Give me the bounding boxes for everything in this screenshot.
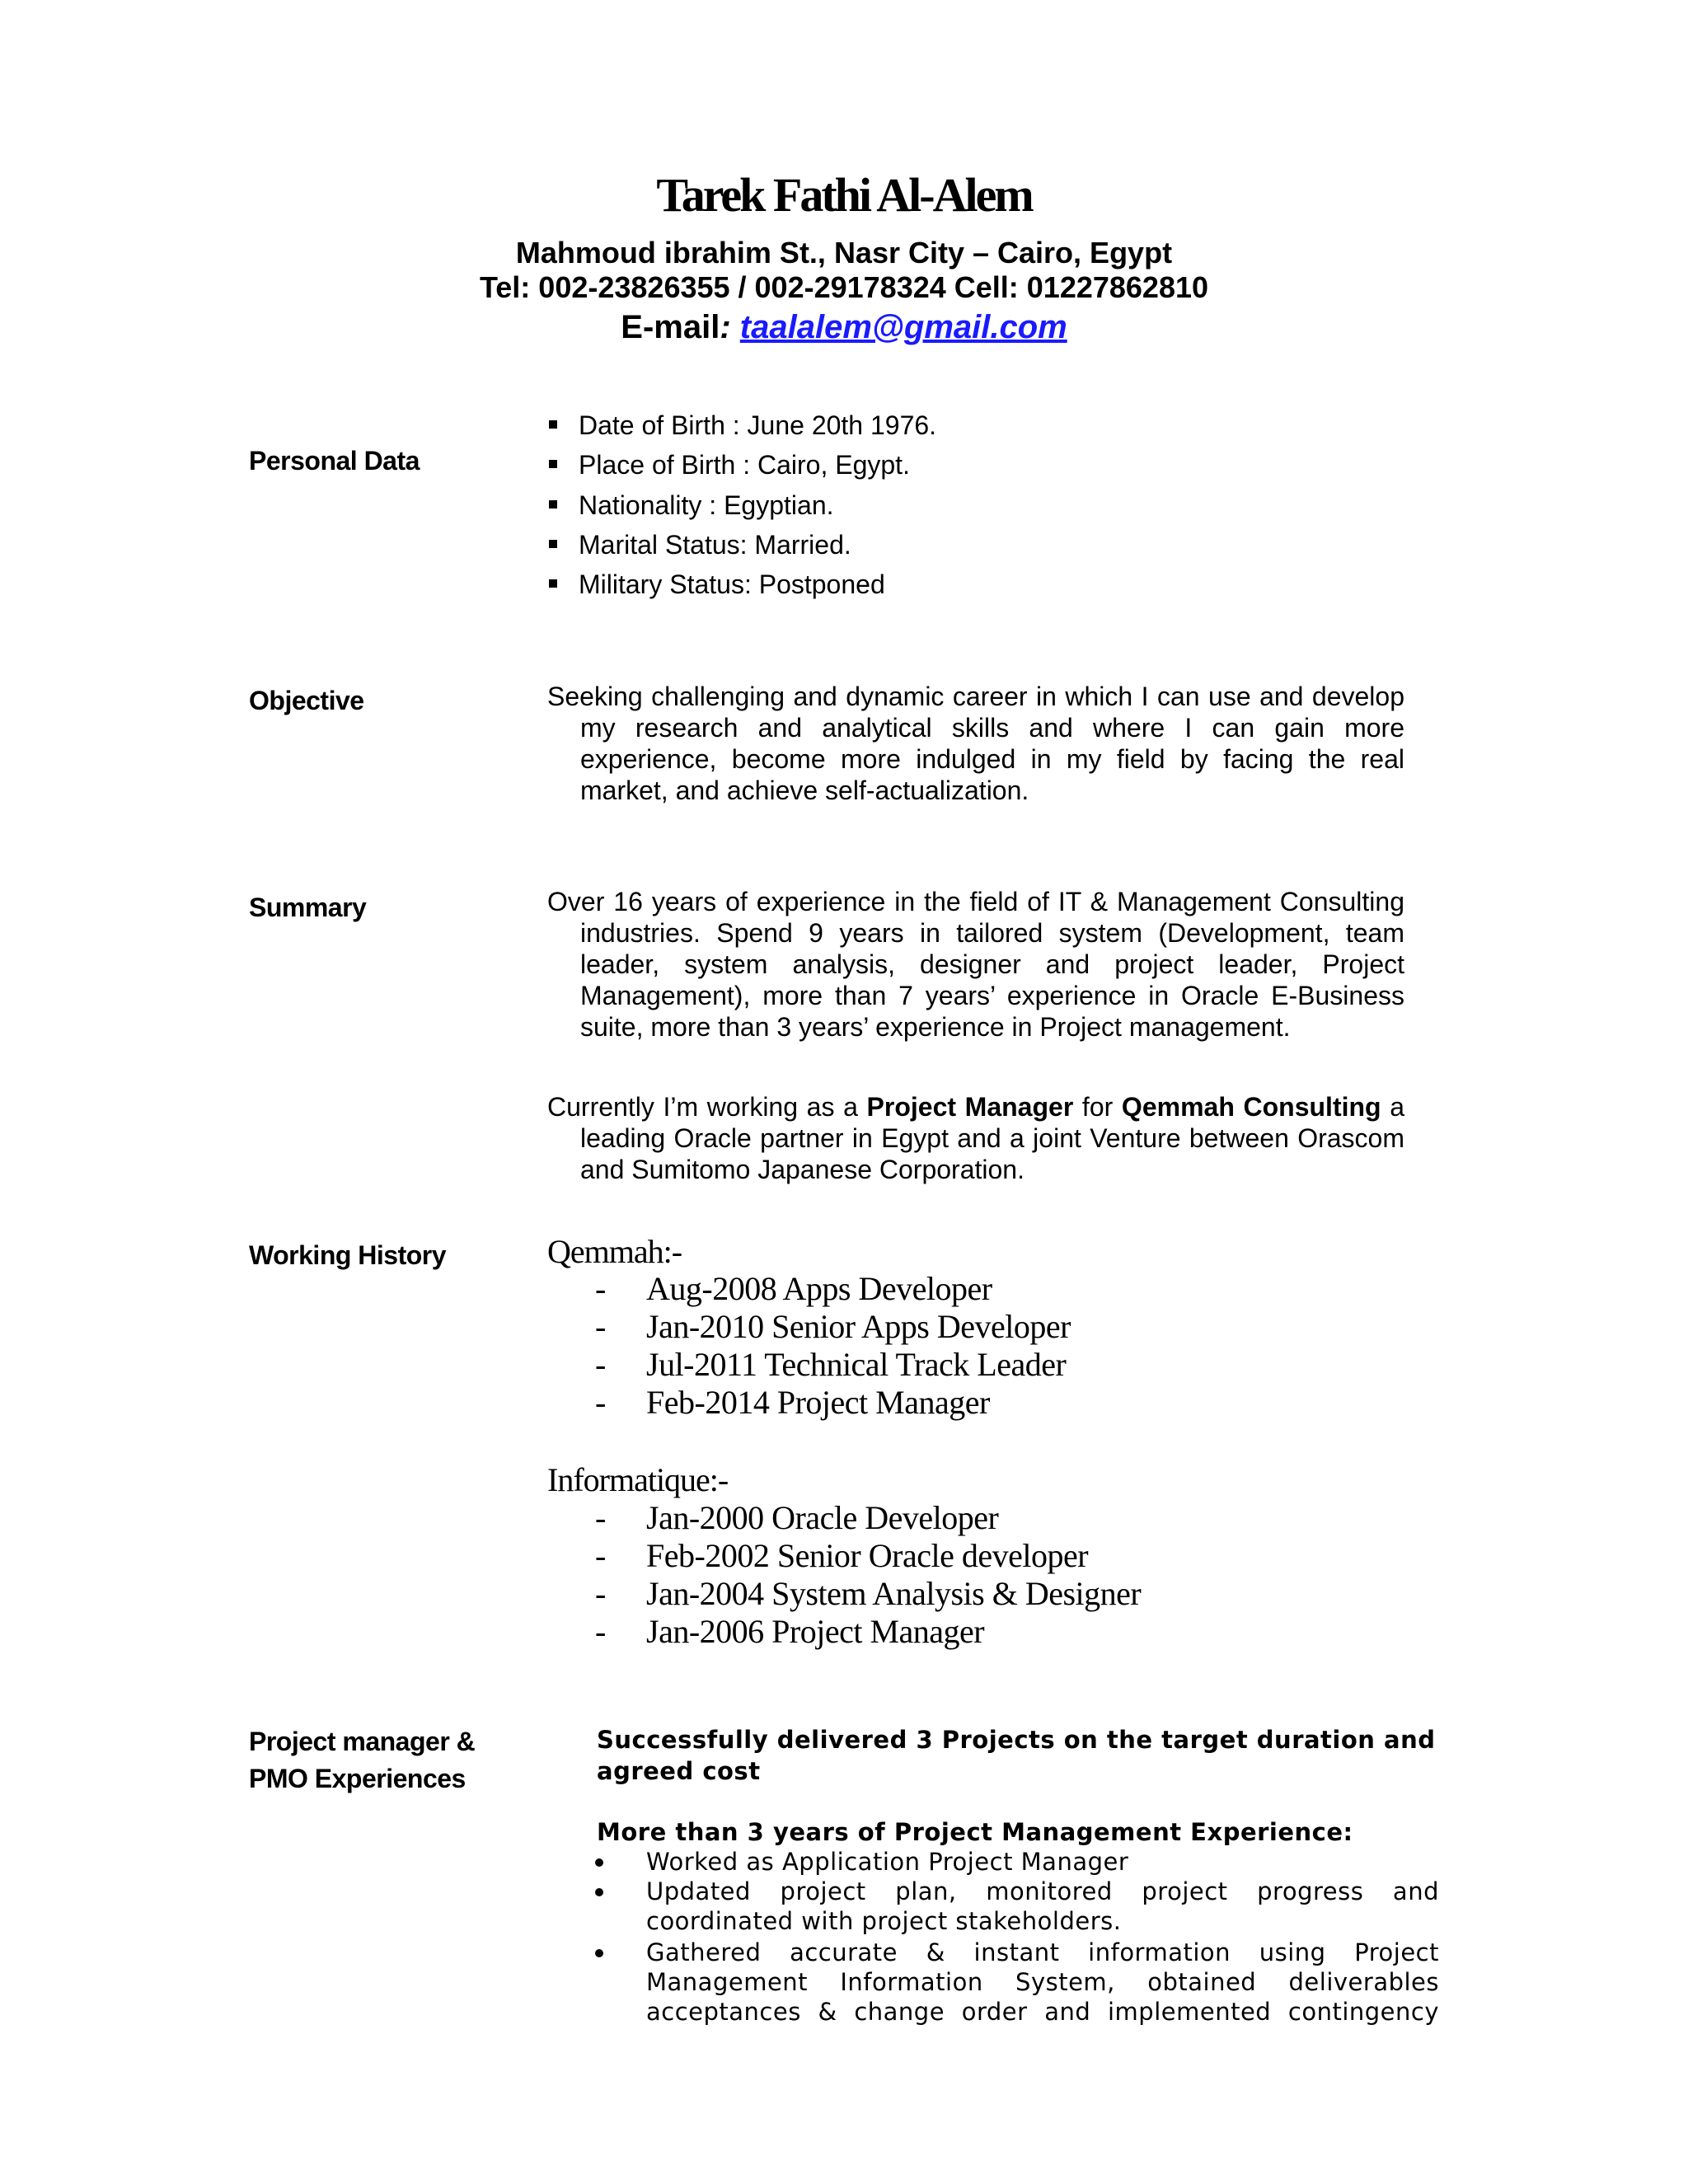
- role-item: - Jan-2006 Project Manager: [595, 1613, 985, 1650]
- section-label-personal: Personal Data: [249, 446, 420, 476]
- role-item: - Jan-2004 System Analysis & Designer: [595, 1575, 1142, 1612]
- candidate-name: Tarek Fathi Al-Alem: [656, 168, 1032, 222]
- email-colon: :: [720, 309, 731, 345]
- email-label: E-mail: [621, 309, 720, 345]
- section-label-working-history: Working History: [249, 1240, 447, 1270]
- role-item: - Feb-2014 Project Manager: [595, 1384, 990, 1421]
- pm-bullet-item: Worked as Application Project Manager: [595, 1847, 1439, 1877]
- personal-item: Date of Birth : June 20th 1976.: [547, 405, 936, 445]
- personal-item: Place of Birth : Cairo, Egypt.: [547, 445, 910, 485]
- personal-item: Marital Status: Married.: [547, 525, 851, 565]
- role-item: - Jul-2011 Technical Track Leader: [595, 1346, 1067, 1383]
- bullet-dot-icon: [595, 1858, 603, 1867]
- company-name: Informatique:-: [547, 1461, 729, 1498]
- section-label-objective: Objective: [249, 686, 364, 715]
- address-line: Mahmoud ibrahim St., Nasr City – Cairo, Egypt: [515, 236, 1173, 269]
- phone-line: Tel: 002-23826355 / 002-29178324 Cell: 01227862810: [479, 270, 1209, 304]
- section-label-summary: Summary: [249, 893, 367, 922]
- bullet-dot-icon: [595, 1949, 603, 1957]
- bullet-dot-icon: [595, 1888, 603, 1896]
- summary-paragraph-2: Currently I’m working as a Project Manager for Qemmah Consulting a leading Oracle partner in Egypt and a joint Venture between Orascom and Sumitomo Japanese Corporation.: [547, 1092, 1405, 1184]
- role-item: - Jan-2010 Senior Apps Developer: [595, 1308, 1071, 1345]
- pm-bullet-item: Gathered accurate & instant information using Project Management Information System, obtained deliverables acceptances & change order and implemented contingency: [595, 1938, 1439, 2027]
- personal-item: Military Status: Postponed: [547, 565, 885, 604]
- pm-bullet-item: Updated project plan, monitored project progress and coordinated with project stakeholders.: [595, 1877, 1439, 1936]
- square-bullet-icon: [549, 420, 557, 429]
- summary-paragraph-1: Over 16 years of experience in the field of IT & Management Consulting industries. Spend 9 years in tailored system (Development, team leader, system analysis, designer and project leader, Project Management), more than 7 years’ experience in Oracle E-Business suite, more than 3 years’ experience in Project management.: [547, 887, 1404, 1042]
- section-label-pm: Project manager &: [249, 1727, 476, 1756]
- objective-text: Seeking challenging and dynamic career in which I can use and develop my research and analytical skills and where I can gain more experience, become more indulged in my field by facing the real market, and achieve self-actualization.: [547, 682, 1404, 805]
- section-label-pmo: PMO Experiences: [249, 1764, 466, 1793]
- pm-subhead: More than 3 years of Project Management Experience:: [597, 1818, 1353, 1846]
- current-company: Qemmah Consulting: [1121, 1092, 1381, 1122]
- pm-headline: Successfully delivered 3 Projects on the target duration and agreed cost: [597, 1726, 1436, 1785]
- personal-item: Nationality : Egyptian.: [547, 485, 834, 525]
- square-bullet-icon: [549, 579, 557, 588]
- square-bullet-icon: [549, 460, 557, 468]
- square-bullet-icon: [549, 500, 557, 509]
- email-link[interactable]: taalalem@gmail.com: [739, 309, 1067, 345]
- role-item: - Feb-2002 Senior Oracle developer: [595, 1537, 1089, 1574]
- current-role: Project Manager: [866, 1092, 1074, 1122]
- email-line: [0, 307, 1688, 347]
- role-item: - Aug-2008 Apps Developer: [595, 1270, 992, 1307]
- square-bullet-icon: [549, 540, 557, 548]
- company-name: Qemmah:-: [547, 1233, 682, 1270]
- role-item: - Jan-2000 Oracle Developer: [595, 1499, 999, 1536]
